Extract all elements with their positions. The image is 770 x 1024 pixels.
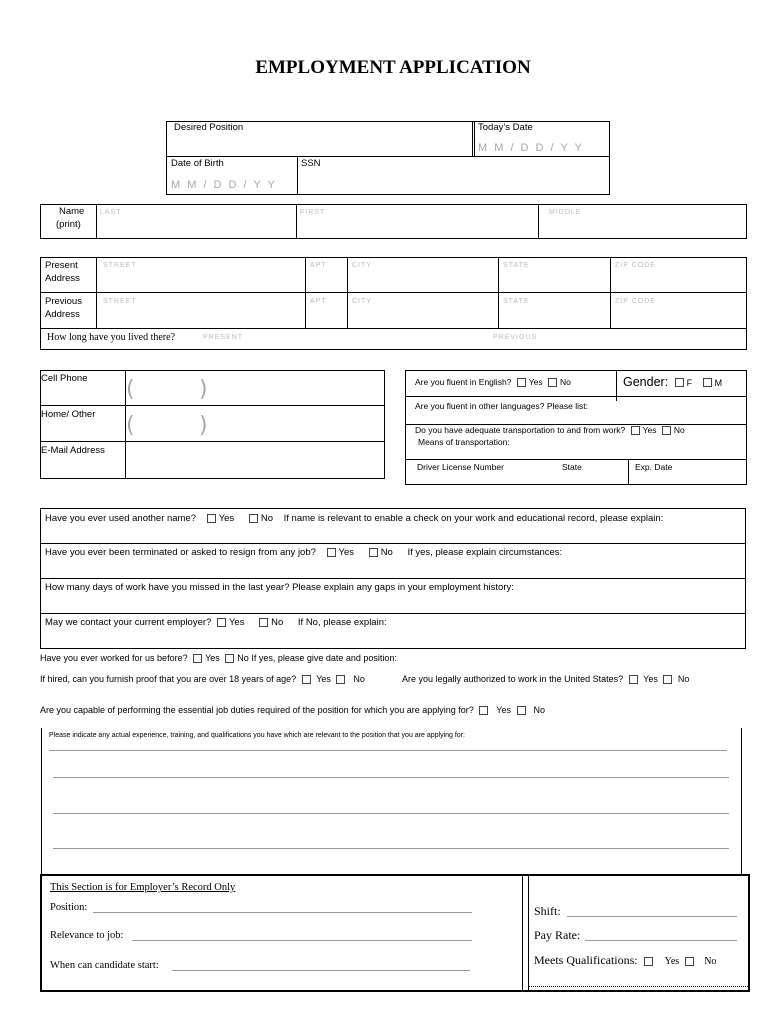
- work-authorization-question: Are you legally authorized to work in the United States? Yes No: [402, 674, 690, 684]
- employer-position-label: Position:: [50, 902, 88, 913]
- contact-employer-no-checkbox[interactable]: [259, 618, 268, 627]
- authorized-no-checkbox[interactable]: [663, 675, 672, 684]
- proof-of-age-question: If hired, can you furnish proof that you are over 18 years of age? Yes No: [40, 674, 365, 684]
- present-city-field[interactable]: CITY: [352, 262, 372, 269]
- duties-yes-checkbox[interactable]: [479, 706, 488, 715]
- ssn-label: SSN: [301, 158, 321, 169]
- worked-before-question: Have you ever worked for us before? Yes No If yes, please give date and position:: [40, 653, 397, 663]
- how-long-label: How long have you lived there?: [47, 332, 176, 343]
- experience-line-4[interactable]: [53, 848, 729, 849]
- contact-employer-yes-checkbox[interactable]: [217, 618, 226, 627]
- home-phone-close-paren: ): [199, 413, 208, 438]
- proof-age-no-checkbox[interactable]: [336, 675, 345, 684]
- page-title: EMPLOYMENT APPLICATION: [255, 57, 531, 78]
- last-name-field[interactable]: LAST: [100, 209, 122, 216]
- first-name-field[interactable]: FIRST: [300, 209, 326, 216]
- gender-field: Gender: F M: [623, 375, 723, 389]
- previous-zip-field[interactable]: ZIP CODE: [615, 298, 656, 305]
- previous-state-field[interactable]: STATE: [503, 298, 530, 305]
- driver-license-label: Driver License Number: [417, 462, 504, 472]
- other-name-no-checkbox[interactable]: [249, 514, 258, 523]
- employer-relevance-label: Relevance to job:: [50, 930, 124, 941]
- name-label: Name: [59, 206, 85, 217]
- worked-before-yes-checkbox[interactable]: [193, 654, 202, 663]
- exp-date-label: Exp. Date: [635, 462, 673, 472]
- experience-prompt: Please indicate any actual experience, training, and qualifications you have which are relevant to the position that you are applying for:: [49, 732, 465, 739]
- essential-duties-question: Are you capable of performing the essential job duties required of the position for which you are applying for? Yes No: [40, 705, 546, 715]
- authorized-yes-checkbox[interactable]: [629, 675, 638, 684]
- gender-m-checkbox[interactable]: [703, 378, 712, 387]
- employer-position-line[interactable]: [93, 912, 472, 913]
- proof-age-yes-checkbox[interactable]: [302, 675, 311, 684]
- home-phone-open-paren: (: [126, 413, 135, 438]
- employer-start-label: When can candidate start:: [50, 960, 159, 971]
- transport-no-checkbox[interactable]: [662, 426, 671, 435]
- experience-line-1[interactable]: [49, 750, 727, 751]
- present-state-field[interactable]: STATE: [503, 262, 530, 269]
- desired-position-label: Desired Position: [174, 122, 244, 133]
- todays-date-label: Today’s Date: [478, 122, 533, 133]
- days-missed-question: How many days of work have you missed in the last year? Please explain any gaps in your employment history:: [45, 582, 514, 593]
- worked-before-no-checkbox[interactable]: [225, 654, 234, 663]
- previous-apt-field[interactable]: APT: [310, 298, 327, 305]
- terminated-question: Have you ever been terminated or asked to resign from any job? Yes No If yes, please explain circumstances:: [45, 547, 563, 558]
- previous-city-field[interactable]: CITY: [352, 298, 372, 305]
- how-long-previous-field[interactable]: PREVIOUS: [493, 334, 538, 341]
- other-name-yes-checkbox[interactable]: [207, 514, 216, 523]
- employer-pay-rate-label: Pay Rate:: [534, 928, 581, 942]
- meets-yes-checkbox[interactable]: [644, 957, 653, 966]
- terminated-no-checkbox[interactable]: [369, 548, 378, 557]
- present-label: Present: [45, 260, 78, 271]
- english-yes-checkbox[interactable]: [517, 378, 526, 387]
- employer-pay-rate-line[interactable]: [585, 940, 737, 941]
- other-name-question: Have you ever used another name? Yes No If name is relevant to enable a check on your work and educational record, please explain:: [45, 513, 664, 524]
- meets-qualifications-field: Meets Qualifications: Yes No: [534, 953, 717, 967]
- previous-label: Previous: [45, 296, 82, 307]
- fluent-english-question: Are you fluent in English? Yes No: [415, 377, 571, 387]
- date-of-birth-field[interactable]: M M / D D / Y Y: [171, 179, 277, 191]
- english-no-checkbox[interactable]: [548, 378, 557, 387]
- experience-line-2[interactable]: [53, 777, 729, 778]
- present-apt-field[interactable]: APT: [310, 262, 327, 269]
- print-label: (print): [56, 219, 81, 230]
- present-street-field[interactable]: STREET: [103, 262, 137, 269]
- cell-phone-label: Cell Phone: [41, 373, 88, 384]
- terminated-yes-checkbox[interactable]: [327, 548, 336, 557]
- name-row: [40, 204, 747, 239]
- experience-line-3[interactable]: [53, 813, 729, 814]
- email-label: E-Mail Address: [41, 445, 105, 456]
- cell-phone-close-paren: ): [199, 377, 208, 402]
- employer-shift-line[interactable]: [567, 916, 737, 917]
- employer-relevance-line[interactable]: [132, 940, 472, 941]
- previous-street-field[interactable]: STREET: [103, 298, 137, 305]
- date-of-birth-label: Date of Birth: [171, 158, 224, 169]
- transportation-question: Do you have adequate transportation to and from work? Yes No: [415, 425, 685, 435]
- home-other-label: Home/ Other: [41, 409, 96, 420]
- employer-section-header: This Section is for Employer’s Record Only: [50, 882, 236, 893]
- previous-address-label: Address: [45, 309, 80, 320]
- how-long-present-field[interactable]: PRESENT: [203, 334, 244, 341]
- meets-no-checkbox[interactable]: [685, 957, 694, 966]
- present-zip-field[interactable]: ZIP CODE: [615, 262, 656, 269]
- other-languages-label: Are you fluent in other languages? Please list:: [415, 401, 588, 411]
- present-address-label: Address: [45, 273, 80, 284]
- employer-shift-label: Shift:: [534, 904, 561, 918]
- license-state-label: State: [562, 462, 582, 472]
- duties-no-checkbox[interactable]: [517, 706, 526, 715]
- todays-date-field[interactable]: M M / D D / Y Y: [478, 142, 584, 154]
- contact-box: [40, 370, 385, 479]
- gender-f-checkbox[interactable]: [675, 378, 684, 387]
- contact-employer-question: May we contact your current employer? Yes No If No, please explain:: [45, 617, 387, 628]
- employer-start-line[interactable]: [172, 970, 470, 971]
- means-of-transportation-label: Means of transportation:: [418, 437, 510, 447]
- middle-name-field[interactable]: MIDDLE: [549, 209, 582, 216]
- transport-yes-checkbox[interactable]: [631, 426, 640, 435]
- cell-phone-open-paren: (: [126, 377, 135, 402]
